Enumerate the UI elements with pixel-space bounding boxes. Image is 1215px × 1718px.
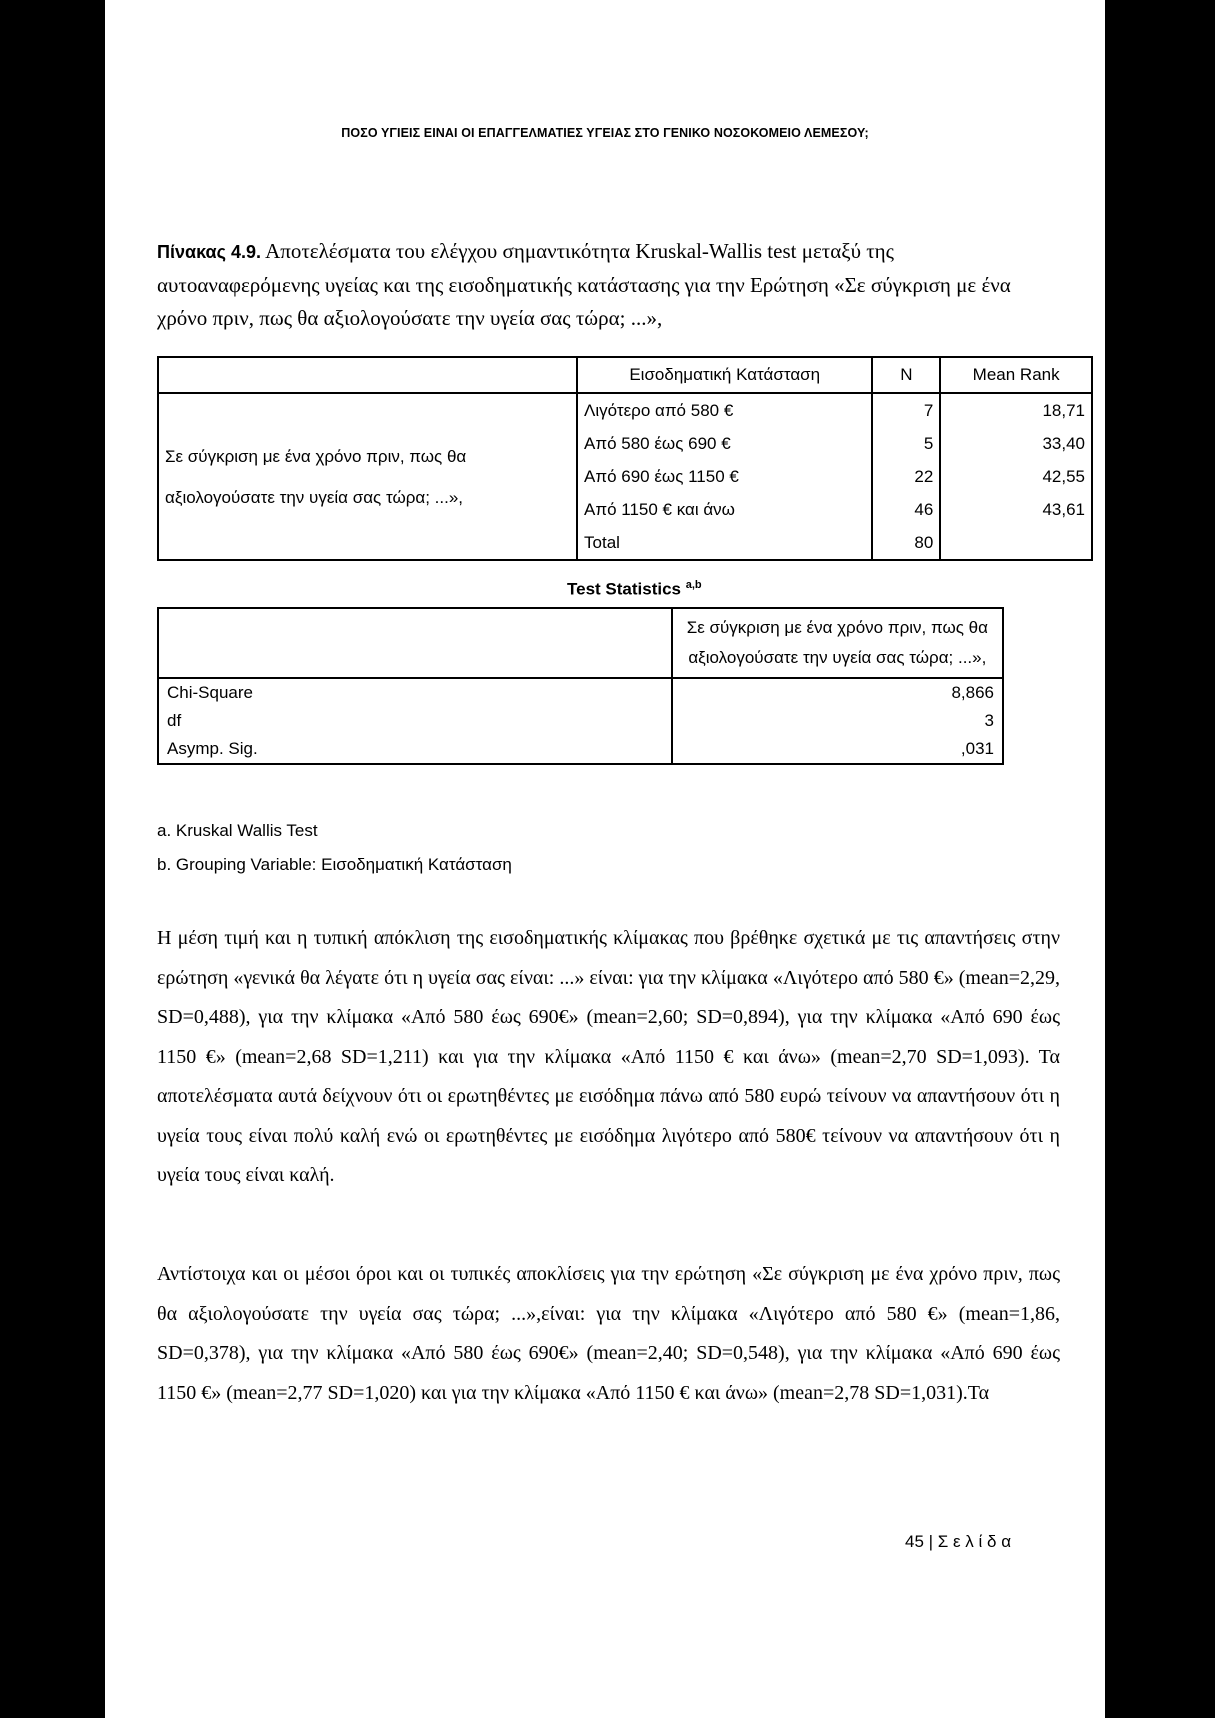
ranks-header-n: N <box>872 357 940 393</box>
footnote-a: a. Kruskal Wallis Test <box>157 821 318 840</box>
ranks-n-cell: 80 <box>872 526 940 560</box>
table-row <box>158 707 1003 735</box>
ranks-group-cell: Από 580 έως 690 € <box>577 427 872 460</box>
stats-value-cell: ,031 <box>672 735 1003 764</box>
ranks-mean-cell: 18,71 <box>940 393 1092 427</box>
ranks-mean-cell <box>940 526 1092 560</box>
table-row <box>158 735 1003 764</box>
ranks-header-mean-rank: Mean Rank <box>940 357 1092 393</box>
caption-text: Αποτελέσματα του ελέγχου σημαντικότητα Kruskal-Wallis test μεταξύ της αυτοαναφερόμενης υγείας και της εισοδηματικής κατάστασης για την Ερώτηση «Σε σύγκριση με ένα χρόνο πριν, πως θα αξιολογούσατε την υγεία σας τώρα; ...», <box>157 239 1011 330</box>
ranks-mean-cell: 43,61 <box>940 493 1092 526</box>
table-row <box>158 678 1003 707</box>
running-header: ΠΟΣΟ ΥΓΙΕΙΣ ΕΙΝΑΙ ΟΙ ΕΠΑΓΓΕΛΜΑΤΙΕΣ ΥΓΕΙΑΣ ΣΤΟ ΓΕΝΙΚΟ ΝΟΣΟΚΟΜΕΙΟ ΛΕΜΕΣΟΥ; <box>341 126 869 140</box>
ranks-mean-cell: 33,40 <box>940 427 1092 460</box>
ranks-header-group: Εισοδηματική Κατάσταση <box>577 357 872 393</box>
test-statistics-sup: a,b <box>685 579 702 591</box>
page-number: 45 | Σ ε λ ί δ α <box>905 1532 1012 1551</box>
table-caption <box>157 235 1057 335</box>
stats-value-cell: 8,866 <box>672 678 1003 707</box>
ranks-group-cell: Από 690 έως 1150 € <box>577 460 872 493</box>
ranks-corner-cell <box>158 357 577 393</box>
caption-label: Πίνακας 4.9. <box>157 242 261 262</box>
stats-corner-cell <box>158 608 672 678</box>
stats-column-header: Σε σύγκριση με ένα χρόνο πριν, πως θα αξιολογούσατε την υγεία σας τώρα; ...», <box>672 608 1003 678</box>
body-paragraph-2: Αντίστοιχα και οι μέσοι όροι και οι τυπικές αποκλίσεις για την ερώτηση «Σε σύγκριση με ένα χρόνο πριν, πως θα αξιολογούσατε την υγεία σας τώρα; ...»,είναι: για την κλίμακα «Λιγότερο από 580 €» (mean=1,86, SD=0,378), για την κλίμακα «Από 580 έως 690€» (mean=2,40; SD=0,548), για την κλίμακα «Από 690 έως 1150 €» (mean=2,77 SD=1,020) και για την κλίμακα «Από 1150 € και άνω» (mean=2,78 SD=1,031).Τα <box>157 1263 1060 1404</box>
stats-label-cell: Asymp. Sig. <box>158 735 672 764</box>
test-statistics-title <box>567 579 702 600</box>
footnote-b: b. Grouping Variable: Εισοδηματική Κατάσταση <box>157 855 512 874</box>
ranks-group-cell: Από 1150 € και άνω <box>577 493 872 526</box>
body-paragraph-1: Η μέση τιμή και η τυπική απόκλιση της εισοδηματικής κλίμακας που βρέθηκε σχετικά με τις απαντήσεις στην ερώτηση «γενικά θα λέγατε ότι η υγεία σας είναι: ...» είναι: για την κλίμακα «Λιγότερο από 580 €» (mean=2,29, SD=0,488), για την κλίμακα «Από 580 έως 690€» (mean=2,60; SD=0,894), για την κλίμακα «Από 690 έως 1150 €» (mean=2,68 SD=1,211) και για την κλίμακα «Από 1150 € και άνω» (mean=2,70 SD=1,093). Τα αποτελέσματα αυτά δείχνουν ότι οι ερωτηθέντες με εισόδημα πάνω από 580 ευρώ τείνουν να απαντήσουν ότι η υγεία τους είναι πολύ καλή ενώ οι ερωτηθέντες με εισόδημα λιγότερο από 580€ τείνουν να απαντήσουν ότι η υγεία τους είναι καλή. <box>157 927 1060 1186</box>
test-statistics-table <box>157 607 1004 765</box>
ranks-mean-cell: 42,55 <box>940 460 1092 493</box>
test-statistics-label: Test Statistics <box>567 579 682 599</box>
ranks-table <box>157 356 1093 561</box>
ranks-n-cell: 5 <box>872 427 940 460</box>
ranks-row-label: Σε σύγκριση με ένα χρόνο πριν, πως θα αξιολογούσατε την υγεία σας τώρα; ...», <box>158 393 577 560</box>
stats-label-cell: df <box>158 707 672 735</box>
ranks-group-cell: Total <box>577 526 872 560</box>
document-page <box>105 0 1105 1718</box>
ranks-n-cell: 46 <box>872 493 940 526</box>
ranks-group-cell: Λιγότερο από 580 € <box>577 393 872 427</box>
table-row <box>158 393 1092 427</box>
stats-label-cell: Chi-Square <box>158 678 672 707</box>
ranks-n-cell: 7 <box>872 393 940 427</box>
ranks-n-cell: 22 <box>872 460 940 493</box>
stats-value-cell: 3 <box>672 707 1003 735</box>
